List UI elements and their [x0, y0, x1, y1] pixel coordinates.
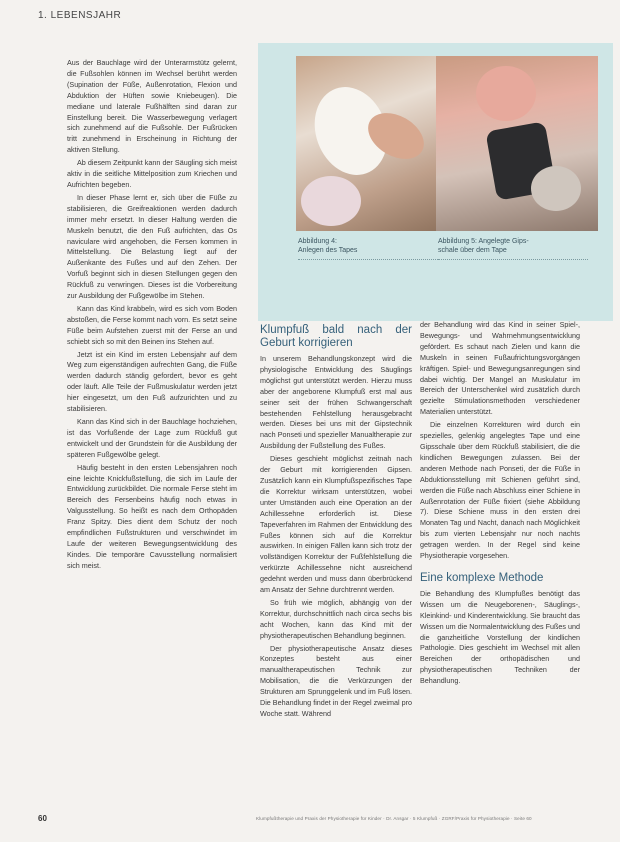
paragraph: In unserem Behandlungskonzept wird die physiologische Entwicklung des Säuglings möglichst gut unterstützt werden. Hierzu muss aber der angeborene Klumpfuß erst mal aus seiner seit der frühen Schwangerschaft bestehenden Fehlstellung herausgebracht werden. Dieses bei uns mit der Gipstechnik nach Ponseti und spezieller Manualtherapie zur Ausbildung der Fußstellung des Fußes. [260, 354, 412, 451]
column-left [67, 58, 237, 574]
paragraph: Häufig besteht in den ersten Lebensjahren noch eine leichte Knickfußstellung, die sich im Laufe der Entwicklung zurückbildet. Die normale Ferse steht im Bereich des Fersenbeins häufig noch etwas in Valgusstellung. So heißt es nach dem Orthopäden Franz Spitzy. Dies dient dem Schutz der noch empfindlichen Fußstrukturen und verschwindet im Laufe der weiteren Bewegungsentwicklung des Kindes. Die temporäre Cavusstellung normalisiert sich meist. [67, 462, 237, 570]
figure-caption-4 [298, 237, 448, 260]
photo-cast [436, 56, 598, 231]
caption-line: Anlegen des Tapes [298, 247, 358, 254]
paragraph: Jetzt ist ein Kind im ersten Lebensjahr auf dem Weg zum eigenständigen aufrechten Gang, die Füße werden dadurch ständig gefordert, bevor es geht oder läuft. Alle Teile der Fußmuskulatur werden jetzt hier eingesetzt, um den Fuß aufzurichten und zu stabilisieren. [67, 349, 237, 414]
paragraph: Kann das Kind sich in der Bauchlage hochziehen, ist das Vorfußende der Lage zum Rückfuß gut entwickelt und der Grundstein für die Ausbildung der späteren Fußgewölbe gelegt. [67, 417, 237, 459]
paragraph: Die Behandlung des Klumpfußes benötigt das Wissen um die Neugeborenen-, Säuglings-, Kleinkind- und Kinderentwicklung. Sie braucht das Wissen um die Normalentwicklung des Fußes und die ganzheitliche Vorstellung der kindlichen Pathologie. Dies geschieht im Wechsel mit allen Bereichen der orthopädischen und physiotherapeutischen Techniken der Behandlung. [420, 588, 580, 686]
photo-taping [296, 56, 458, 231]
paragraph: der Behandlung wird das Kind in seiner Spiel-, Bewegungs- und Wahrnehmungsentwicklung gefördert. Es schaut nach Zielen und kann die Muskeln in seinen Fußaufrichtungsvorgängen kräftigen. Spiel- und Bewegungsanregungen sind dabei wichtig. Der Mangel an Muskulatur im Bereich der Unterschenkel wird zusätzlich durch gezielte Stimulationsmethoden verschiedener Materialien unterstützt. [420, 320, 580, 417]
paragraph: In dieser Phase lernt er, sich über die Füße zu stabilisieren, die Greifreaktionen werden dadurch immer mehr ersetzt. In dieser Haltung werden die Muskeln benutzt, die den Fuß aufrichten, das Os naviculare wird angehoben, die Fersen kommen in Mittelstellung. Die Belastung liegt auf der Außenkante des Fußes und auf den Zehen. Der Vorfuß beginnt sich in diesen Stellungen gegen den Rückfuß zu verwringen. Dieses ist die Vorbereitung zur Ausbildung der Fußgewölbe im Stehen. [67, 192, 237, 301]
paragraph: Kann das Kind krabbeln, wird es sich vom Boden abstoßen, die Ferse kommt nach vorn. Es setzt seine Füße beim Aufstehen zuerst mit der Ferse an und schiebt sich so mit den Beinen ins Stehen auf. [67, 303, 237, 346]
section-heading: Eine komplexe Methode [420, 571, 544, 584]
caption-line: schale über dem Tape [438, 247, 507, 254]
column-right [420, 320, 580, 689]
caption-line: Abbildung 5: Angelegte Gips- [438, 238, 529, 245]
paragraph: Ab diesem Zeitpunkt kann der Säugling sich meist aktiv in die seitliche Mittelposition zum Kriechen und Aufrichten begeben. [67, 158, 237, 189]
paragraph: Aus der Bauchlage wird der Unterarmstütz gelernt, die Fußsohlen können im Wechsel berührt werden (Supination der Füße, Außenrotation, Flexion und Abduktion der Hüften sowie Kniebeugen). Die mediane und laterale Fußhälften sind daran zur Einstellung bereit. Die Wasserbewegung verlagert sich zunehmend auf die Fußsohle. Der Fußrücken tritt zunehmend in Erscheinung in Richtung der aktiven Stellung. [67, 58, 237, 155]
paragraph: So früh wie möglich, abhängig von der Korrektur, durchschnittlich nach circa sechs bis acht Wochen, kann das Kind mit der physiotherapeutischen Behandlung beginnen. [260, 597, 412, 640]
figure-caption-5 [438, 237, 588, 260]
paragraph: Der physiotherapeutische Ansatz dieses Konzeptes besteht aus einer manualtherapeutischen Technik zur Mobilisation, die die Verkürzungen der Strukturen am Sprunggelenk und im Fuß lösen. Die Behandlung findet in der Regel zweimal pro Woche statt. Während [260, 643, 412, 718]
footer-note: Klumpfußtherapie und Praxis der Physiotherapie für Kinder · Dr. Ansgar · 5 Klumpfuß · ZGRF/Praxis für Physiotherapie · Seite 60 [256, 816, 532, 821]
figure-box [258, 43, 613, 321]
section-heading: Klumpfuß bald nach der Geburt korrigieren [260, 324, 412, 349]
section-header: 1. LEBENSJAHR [38, 10, 122, 21]
caption-line: Abbildung 4: [298, 238, 337, 245]
paragraph: Die einzelnen Korrekturen wird durch ein spezielles, gelenkig angelegtes Tape und eine Gipsschale über dem Rückfuß stabilisiert, die die kindlichen Bewegungen zulassen. Bei der anderen Methode nach Ponseti, der die Füße in Abduktionsstellung mit Schienen geführt sind, werden die Füße nach Abschluss einer Schiene in Außenrotation der Füße fixiert (siehe Abbildung 7). Diese Schiene muss in den ersten drei Monaten Tag und Nacht, danach nach Möglichkeit bis zum vierten Lebensjahr nur noch nachts getragen werden. In der Regel sind keine Physiotherapie vorgesehen. [420, 420, 580, 561]
page-number: 60 [38, 814, 47, 823]
column-middle [260, 324, 412, 722]
paragraph: Dieses geschieht möglichst zeitnah nach der Geburt mit korrigierenden Gipsen. Zusätzlich kann ein Klumpfußspezifisches Tape die Korrektur wirksam unterstützen, wobei unter Umständen auch eine Operation an der Achillessehne erforderlich ist. Diese Tapeverfahren im Rahmen der Entwicklung des Fußes können sich auf die Korrektur auswirken. In einigen Fällen kann sich trotz der vollständigen Korrektur der Fußfehlstellung die verkürzte Achillessehne nicht ausreichend gedehnt werden und muss dann überbrückend am Ansatz der Sehne durchtrennt werden. [260, 454, 412, 595]
